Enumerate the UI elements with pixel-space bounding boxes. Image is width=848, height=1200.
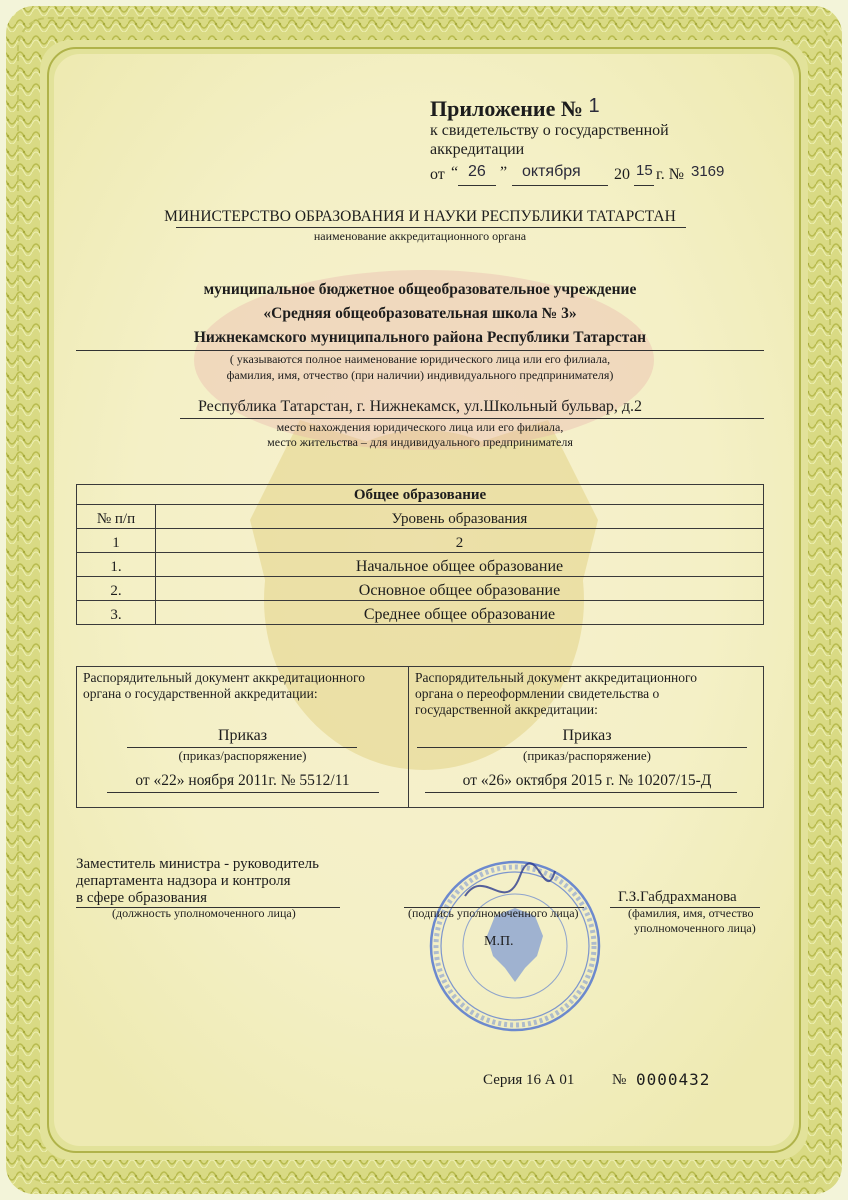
row-level: Среднее общее образование: [156, 601, 764, 625]
number-prefix: г. №: [656, 166, 685, 183]
organization-caption-1: ( указываются полное наименование юридического лица или его филиала,: [229, 352, 611, 366]
signer-name: Г.З.Габдрахманова: [618, 889, 737, 905]
date-day: 26: [468, 163, 486, 180]
quote-open: “: [451, 164, 459, 181]
address-caption-1: место нахождения юридического лица или его филиала,: [276, 420, 564, 434]
signer-position-3: в сфере образования: [76, 890, 208, 906]
column-index-2: 2: [156, 529, 764, 553]
appendix-subtitle-1: к свидетельству о государственной: [430, 122, 669, 139]
official-seal: [425, 856, 605, 1036]
left-doc-title-2: органа о государственной аккредитации:: [83, 686, 318, 701]
name-caption-2: уполномоченного лица): [634, 921, 756, 935]
column-header-number: № п/п: [77, 505, 156, 529]
authority-name: МИНИСТЕРСТВО ОБРАЗОВАНИЯ И НАУКИ РЕСПУБЛИКИ ТАТАРСТАН: [164, 208, 676, 225]
date-prefix: от: [430, 166, 445, 183]
right-doc-caption: (приказ/распоряжение): [523, 748, 651, 763]
certificate-number: 3169: [691, 163, 725, 180]
quote-close: ”: [500, 164, 508, 181]
signature-caption: (подпись уполномоченного лица): [408, 906, 579, 920]
series-label: Серия 16 А 01: [483, 1072, 575, 1088]
row-level: Начальное общее образование: [156, 553, 764, 577]
authority-caption: наименование аккредитационного органа: [313, 229, 527, 243]
left-doc-reference: от «22» ноября 2011г. № 5512/11: [135, 772, 350, 789]
table-row: [77, 553, 764, 577]
signer-position-2: департамента надзора и контроля: [76, 873, 291, 889]
row-number: 2.: [77, 577, 156, 601]
year-suffix: 15: [636, 162, 653, 179]
column-index-1: 1: [77, 529, 156, 553]
appendix-number: 1: [588, 95, 600, 117]
left-doc-caption: (приказ/распоряжение): [178, 748, 307, 763]
series-number-label: №: [612, 1072, 627, 1088]
year-prefix: 20: [614, 166, 630, 183]
right-doc-title-1: Распорядительный документ аккредитационного: [415, 670, 697, 685]
organization-line-1: муниципальное бюджетное общеобразовательное учреждение: [203, 281, 637, 298]
education-table-title: Общее образование: [77, 485, 764, 505]
address-caption-2: место жительства – для индивидуального предпринимателя: [267, 435, 573, 449]
position-caption: (должность уполномоченного лица): [112, 906, 296, 920]
right-doc-title-3: государственной аккредитации:: [415, 702, 598, 717]
date-month: октября: [522, 163, 581, 180]
education-table: [76, 484, 764, 625]
signer-position-1: Заместитель министра - руководитель: [76, 856, 319, 872]
row-number: 1.: [77, 553, 156, 577]
row-level: Основное общее образование: [156, 577, 764, 601]
right-doc-title-2: органа о переоформлении свидетельства о: [415, 686, 660, 701]
name-caption-1: (фамилия, имя, отчество: [628, 906, 754, 920]
right-doc-reference: от «26» октября 2015 г. № 10207/15-Д: [462, 772, 712, 789]
right-doc-type: Приказ: [562, 727, 612, 744]
table-row: [77, 577, 764, 601]
appendix-title: Приложение № 1: [430, 95, 600, 121]
appendix-subtitle-2: аккредитации: [430, 141, 525, 158]
series-number: 0000432: [636, 1070, 711, 1089]
left-doc-title-1: Распорядительный документ аккредитационного: [83, 670, 365, 685]
organization-line-3: Нижнекамского муниципального района Республики Татарстан: [193, 329, 647, 346]
organization-caption-2: фамилия, имя, отчество (при наличии) индивидуального предпринимателя): [226, 368, 614, 382]
administrative-documents-box: [76, 666, 764, 808]
table-row: [77, 601, 764, 625]
organization-line-2: «Средняя общеобразовательная школа № 3»: [263, 305, 577, 322]
row-number: 3.: [77, 601, 156, 625]
seal-label: М.П.: [484, 934, 514, 949]
left-doc-type: Приказ: [217, 727, 268, 744]
column-header-level: Уровень образования: [156, 505, 764, 529]
address-value: Республика Татарстан, г. Нижнекамск, ул.Школьный бульвар, д.2: [197, 398, 643, 415]
